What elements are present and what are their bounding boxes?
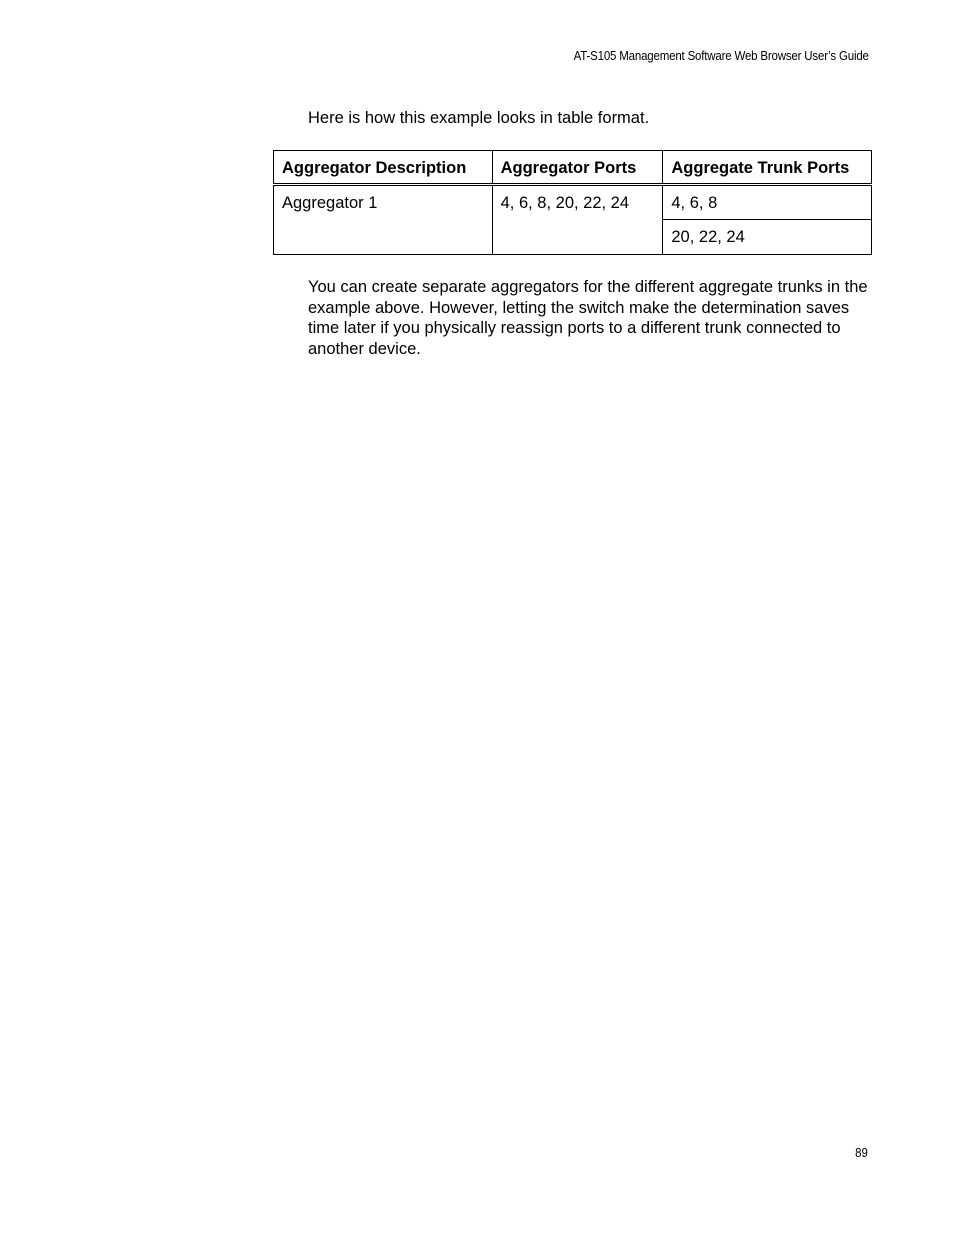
cell-trunk-ports-2: 20, 22, 24: [663, 220, 872, 255]
column-header-aggregator-description: Aggregator Description: [274, 151, 493, 185]
cell-trunk-ports-1: 4, 6, 8: [663, 185, 872, 220]
page-number: 89: [855, 1146, 868, 1160]
body-paragraph: You can create separate aggregators for the different aggregate trunks in the example above. However, letting the switch make the determination saves time later if you physically reassign ports to a different trunk connected to another device.: [308, 278, 868, 358]
cell-aggregator-ports: 4, 6, 8, 20, 22, 24: [492, 185, 663, 255]
column-header-aggregate-trunk-ports: Aggregate Trunk Ports: [663, 151, 872, 185]
running-header: AT-S105 Management Software Web Browser User’s Guide: [573, 49, 869, 63]
table-body: [274, 185, 872, 255]
intro-paragraph: Here is how this example looks in table format.: [308, 109, 650, 127]
aggregator-table: [273, 150, 872, 255]
table-row: [274, 185, 872, 220]
table-header: [274, 151, 872, 185]
table-header-row: [274, 151, 872, 185]
column-header-aggregator-ports: Aggregator Ports: [492, 151, 663, 185]
cell-aggregator-description: Aggregator 1: [274, 185, 493, 255]
